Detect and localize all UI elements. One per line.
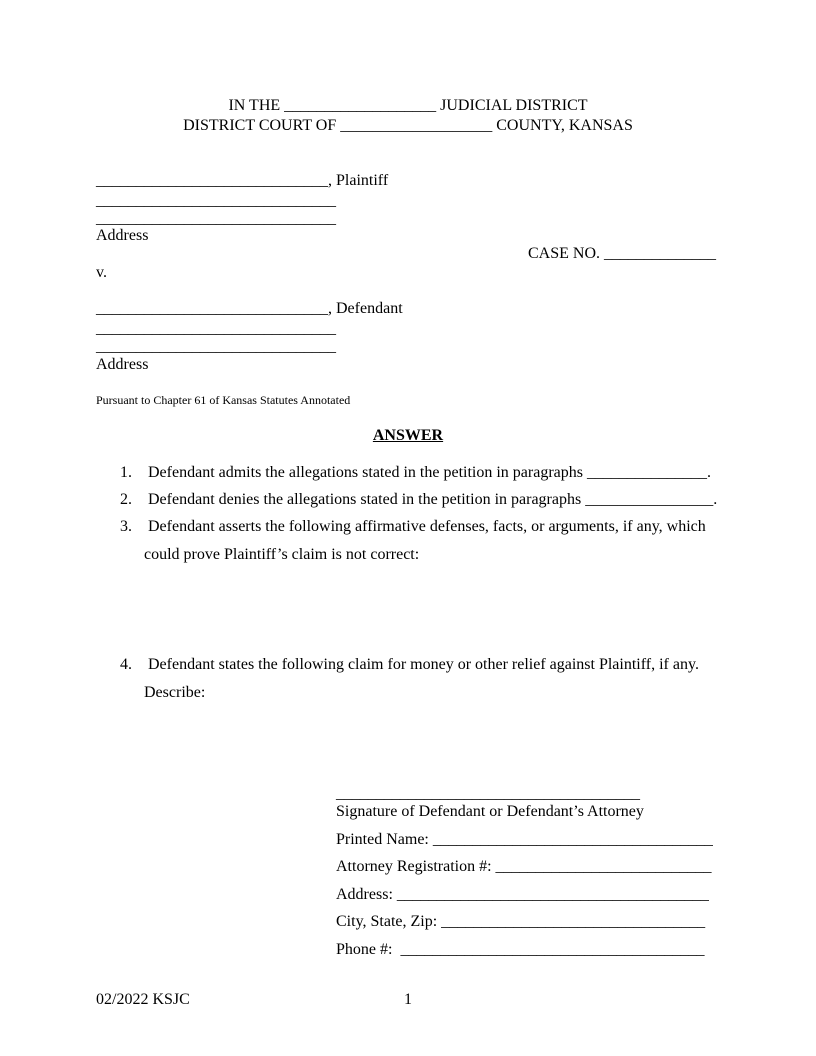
item-1-text: Defendant admits the allegations stated in the petition in paragraphs _______________.: [148, 464, 711, 481]
signature-line: ______________________________________: [336, 785, 640, 802]
plaintiff-address-line-1: ______________________________: [96, 192, 336, 209]
item-4-text: Defendant states the following claim for money or other relief against Plaintiff, if any.: [148, 656, 699, 673]
item-3-continuation: could prove Plaintiff’s claim is not correct:: [144, 546, 420, 563]
defendant-address-line-1: ______________________________: [96, 320, 336, 337]
item-2-number: 2.: [120, 491, 132, 508]
address-field: Address: _______________________________________: [336, 886, 709, 903]
defendant-name-line: _____________________________, Defendant: [96, 300, 403, 317]
city-state-zip-field: City, State, Zip: _________________________________: [336, 913, 706, 930]
document-title: ANSWER: [372, 427, 444, 444]
statute-note: Pursuant to Chapter 61 of Kansas Statutes Annotated: [96, 393, 351, 407]
attorney-registration-field: Attorney Registration #: ___________________________: [336, 858, 712, 875]
item-4-continuation: Describe:: [144, 684, 206, 701]
form-id: 02/2022 KSJC: [96, 991, 190, 1008]
defendant-address-line-2: ______________________________: [96, 338, 336, 355]
item-2-text: Defendant denies the allegations stated in the petition in paragraphs ________________.: [148, 491, 718, 508]
case-number: CASE NO. ______________: [528, 245, 717, 262]
printed-name-field: Printed Name: ___________________________________: [336, 831, 713, 848]
plaintiff-address-label: Address: [96, 227, 149, 244]
signature-label: Signature of Defendant or Defendant’s Attorney: [336, 803, 644, 820]
defendant-address-label: Address: [96, 356, 149, 373]
item-4-number: 4.: [120, 656, 132, 673]
court-district-line: IN THE ___________________ JUDICIAL DISTRICT: [228, 97, 588, 114]
plaintiff-name-line: _____________________________, Plaintiff: [96, 172, 389, 189]
item-3-number: 3.: [120, 518, 132, 535]
page-number: 1: [404, 991, 412, 1008]
versus-label: v.: [96, 264, 107, 281]
plaintiff-address-line-2: ______________________________: [96, 210, 336, 227]
court-county-line: DISTRICT COURT OF ___________________ COUNTY, KANSAS: [183, 117, 633, 134]
item-3-text: Defendant asserts the following affirmative defenses, facts, or arguments, if any, which: [148, 518, 706, 535]
item-1-number: 1.: [120, 464, 132, 481]
phone-field: Phone #: ______________________________________: [336, 941, 705, 958]
